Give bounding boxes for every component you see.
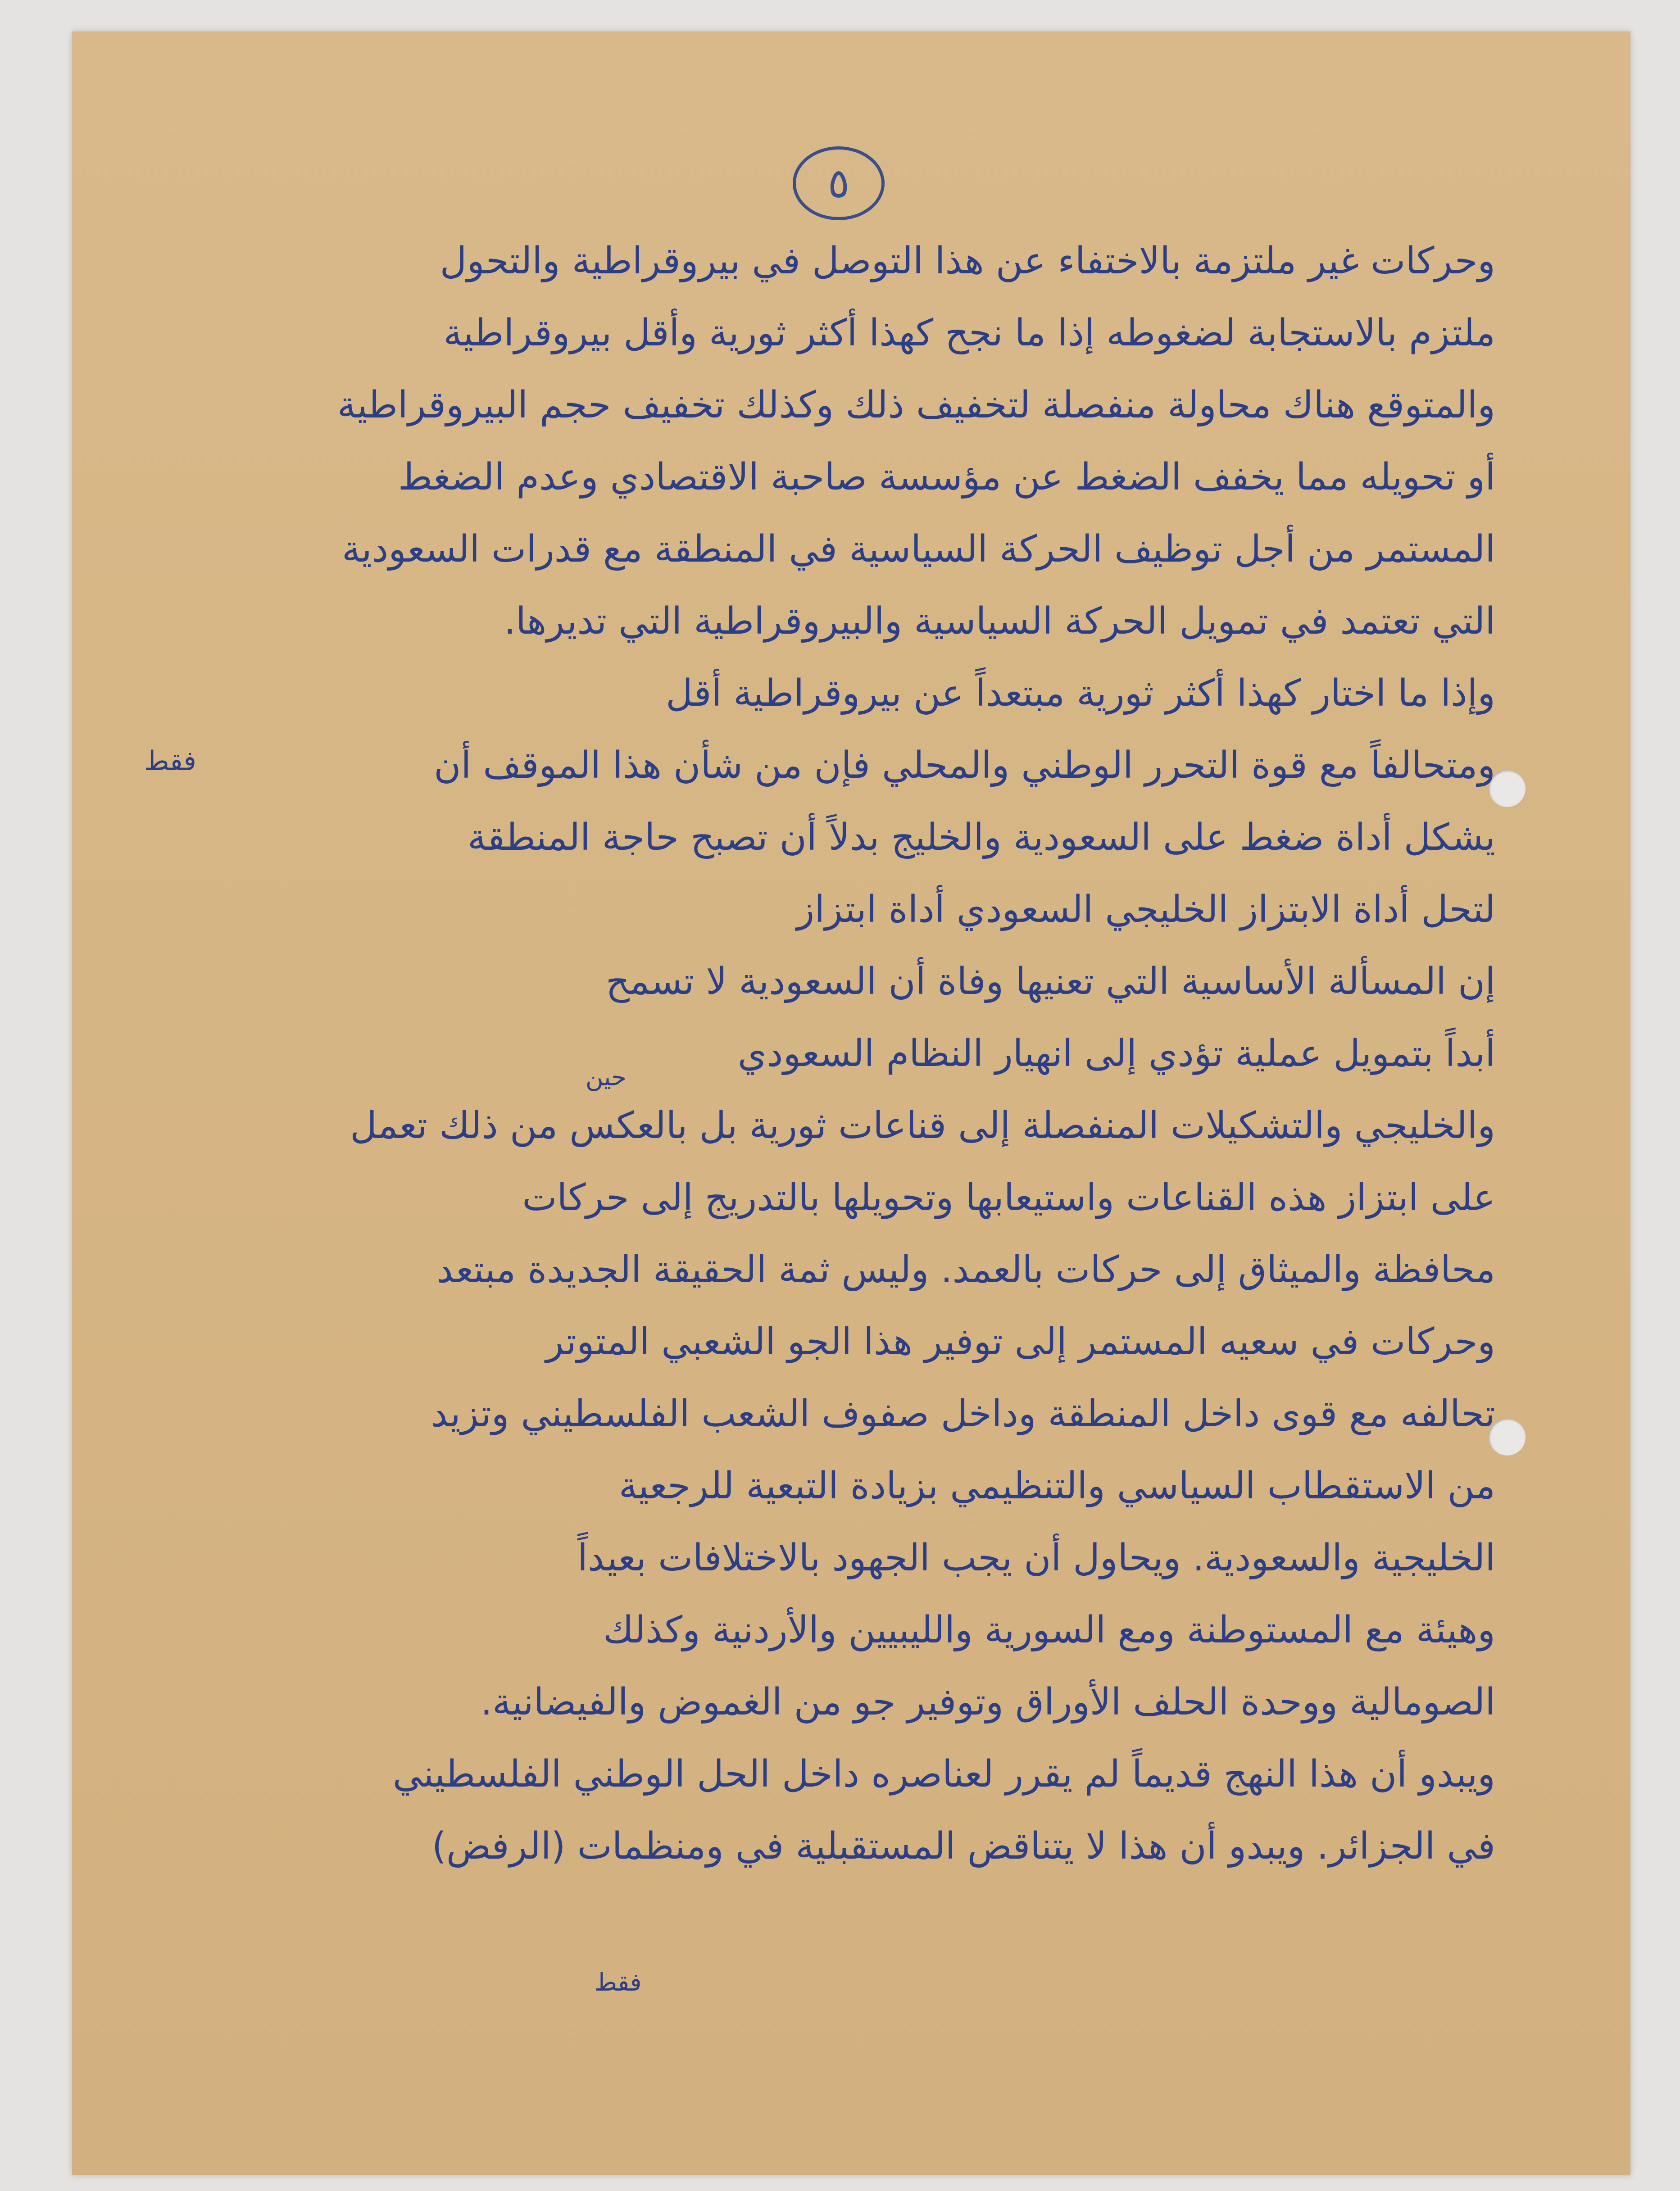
text-line-5: المستمر من أجل توظيف الحركة السياسية في المنطقة مع قدرات السعودية — [341, 528, 1495, 571]
text-line-9: يشكل أداة ضغط على السعودية والخليج بدلاً أن تصبح حاجة المنطقة — [468, 816, 1495, 859]
correction-note-1: فقط — [144, 745, 196, 777]
text-line-12: أبداً بتمويل عملية تؤدي إلى انهيار النظام السعودي — [737, 1032, 1495, 1075]
text-line-21: الصومالية ووحدة الحلف الأوراق وتوفير جو من الغموض والفيضانية. — [481, 1681, 1495, 1724]
text-line-4: أو تحويله مما يخفف الضغط عن مؤسسة صاحبة الاقتصادي وعدم الضغط — [398, 456, 1495, 499]
handwritten-text — [90, 225, 1495, 1883]
text-line-11: إن المسألة الأساسية التي تعنيها وفاة أن السعودية لا تسمح — [606, 960, 1495, 1003]
text-line-18: من الاستقطاب السياسي والتنظيمي بزيادة التبعية للرجعية — [618, 1465, 1495, 1507]
text-line-16: وحركات في سعيه المستمر إلى توفير هذا الجو الشعبي المتوتر — [545, 1320, 1495, 1363]
page-number: ٥ — [793, 146, 885, 220]
text-line-6: التي تعتمد في تمويل الحركة السياسية والبيروقراطية التي تديرها. — [504, 600, 1495, 643]
text-line-22: ويبدو أن هذا النهج قديماً لم يقرر لعناصره داخل الحل الوطني الفلسطيني — [392, 1753, 1495, 1796]
text-line-14: على ابتزاز هذه القناعات واستيعابها وتحويلها بالتدريج إلى حركات — [522, 1176, 1495, 1219]
text-line-8: ومتحالفاً مع قوة التحرر الوطني والمحلي فإن من شأن هذا الموقف أن — [434, 744, 1495, 787]
text-line-7: وإذا ما اختار كهذا أكثر ثورية مبتعداً عن بيروقراطية أقل — [666, 672, 1495, 715]
text-line-2: ملتزم بالاستجابة لضغوطه إذا ما نجح كهذا أكثر ثورية وأقل بيروقراطية — [443, 312, 1495, 354]
correction-note-3: فقط — [595, 1968, 642, 1996]
text-line-1: وحركات غير ملتزمة بالاختفاء عن هذا التوصل في بيروقراطية والتحول — [440, 240, 1495, 282]
correction-note-2: حين — [586, 1063, 627, 1091]
text-line-20: وهيئة مع المستوطنة ومع السورية والليبيين والأردنية وكذلك — [603, 1609, 1495, 1651]
text-line-3: والمتوقع هناك محاولة منفصلة لتخفيف ذلك وكذلك تخفيف حجم البيروقراطية — [337, 384, 1495, 426]
text-line-19: الخليجية والسعودية. ويحاول أن يجب الجهود بالاختلافات بعيداً — [577, 1537, 1495, 1579]
text-line-15: محافظة والميثاق إلى حركات بالعمد. وليس ثمة الحقيقة الجديدة مبتعد — [436, 1248, 1495, 1291]
text-line-17: تحالفه مع قوى داخل المنطقة وداخل صفوف الشعب الفلسطيني وتزيد — [431, 1393, 1495, 1435]
text-line-23: في الجزائر. ويبدو أن هذا لا يتناقض المستقبلية في ومنظمات (الرفض) — [431, 1825, 1495, 1868]
text-line-13: والخليجي والتشكيلات المنفصلة إلى قناعات ثورية بل بالعكس من ذلك تعمل — [350, 1104, 1495, 1147]
text-line-10: لتحل أداة الابتزاز الخليجي السعودي أداة ابتزاز — [796, 888, 1495, 931]
